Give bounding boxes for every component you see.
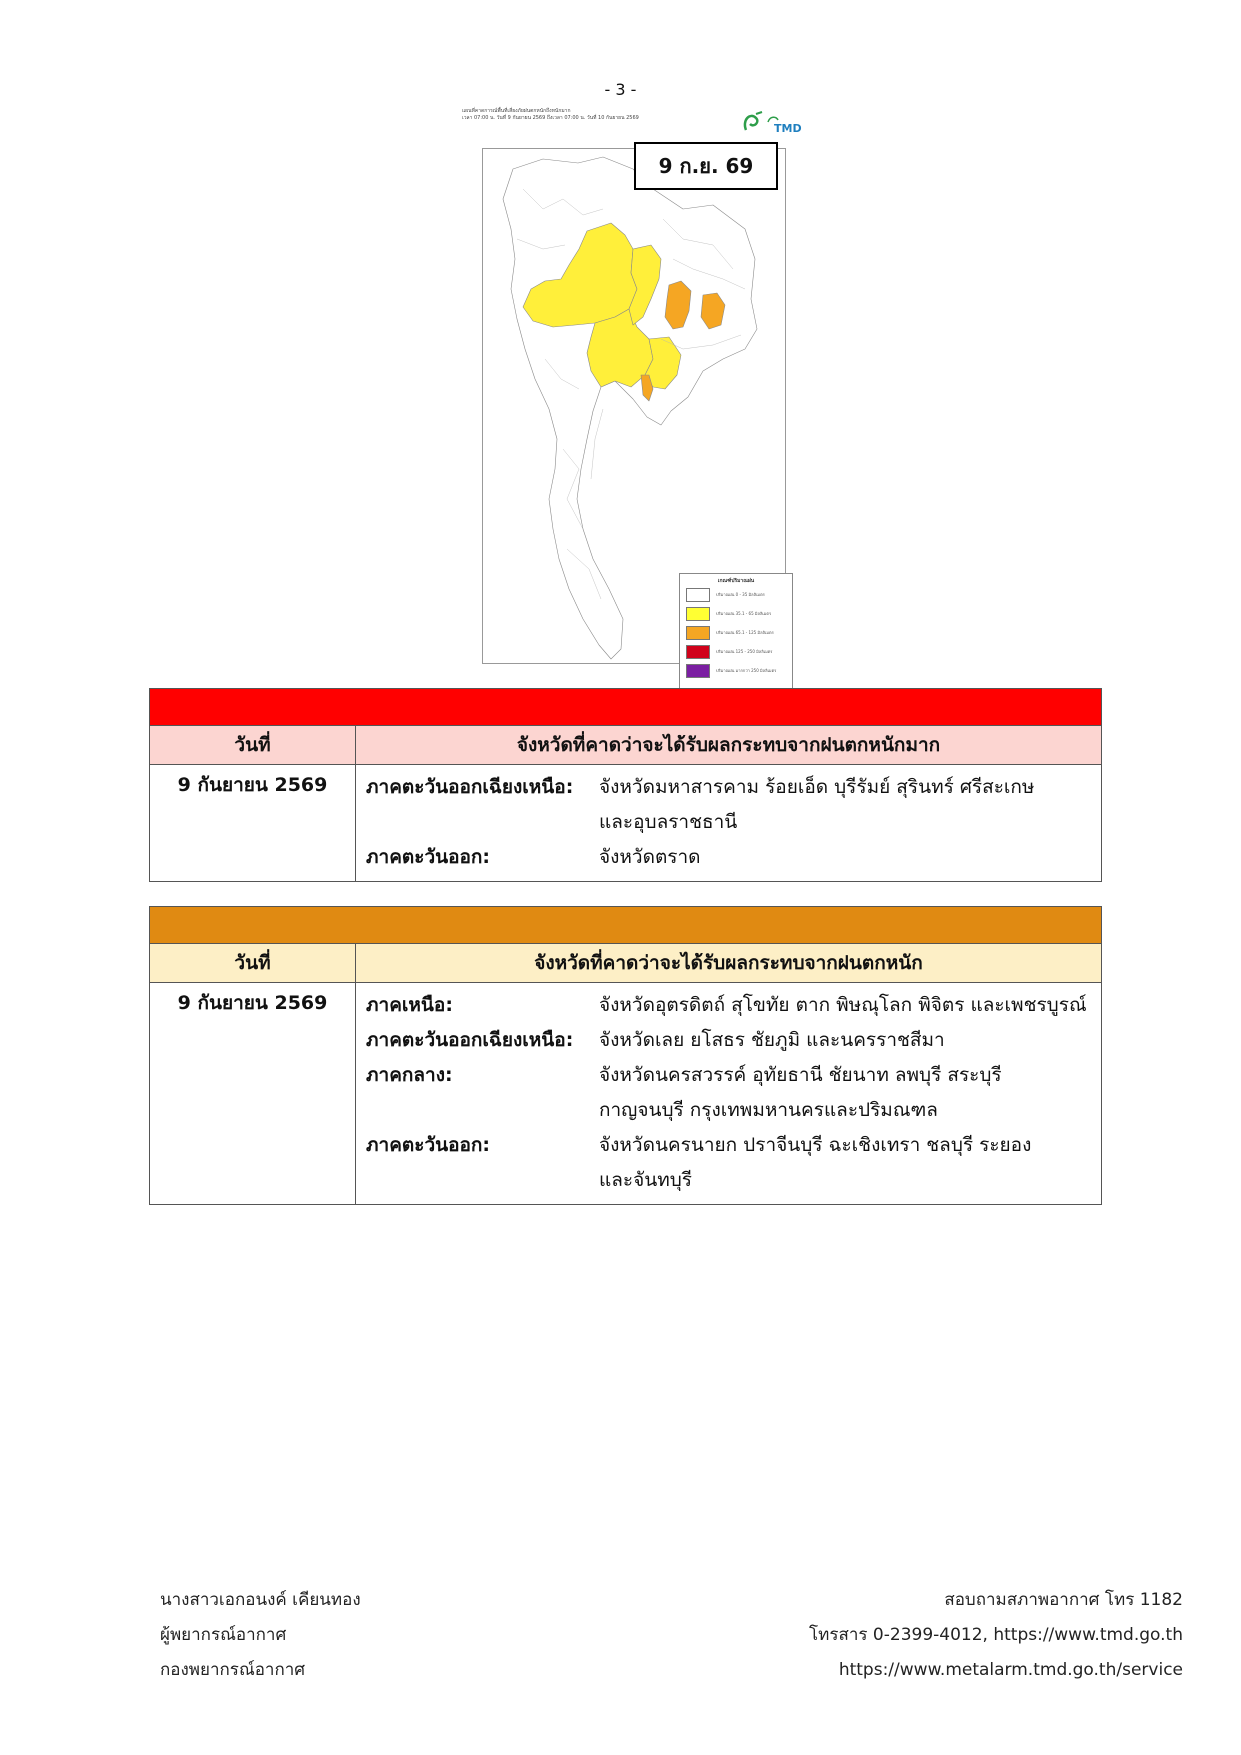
legend-label: ปริมาณฝน 0 - 35 มิลลิเมตร <box>716 592 765 597</box>
heavy-rain-table <box>149 906 1102 1205</box>
provinces-cell <box>356 983 1102 1205</box>
legend-item <box>680 585 792 604</box>
column-header-provinces: จังหวัดที่คาดว่าจะได้รับผลกระทบจากฝนตกหนักมาก <box>356 726 1102 765</box>
region-name: ภาคเหนือ: <box>366 994 453 1016</box>
provinces-line: จังหวัดมหาสารคาม ร้อยเอ็ด บุรีรัมย์ สุรินทร์ ศรีสะเกษ <box>599 776 1035 798</box>
forecaster-division: กองพยากรณ์อากาศ <box>160 1660 306 1680</box>
forecaster-title: ผู้พยากรณ์อากาศ <box>160 1625 287 1645</box>
legend-label: ปริมาณฝน มากกว่า 250 มิลลิเมตร <box>716 668 777 673</box>
very-heavy-rain-table <box>149 688 1102 882</box>
contact-service-link[interactable]: https://www.metalarm.tmd.go.th/service <box>838 1660 1183 1680</box>
table-header-row <box>150 726 1102 765</box>
provinces-cell <box>356 765 1102 882</box>
provinces-line: จังหวัดเลย ยโสธร ชัยภูมิ และนครราชสีมา <box>599 1029 945 1051</box>
region-row <box>356 988 1101 1023</box>
legend-swatch <box>686 664 710 678</box>
legend-item <box>680 642 792 661</box>
map-legend <box>679 573 793 697</box>
region-row <box>356 770 1101 840</box>
column-header-date: วันที่ <box>150 726 356 765</box>
region-provinces <box>599 1058 1101 1128</box>
map-header-title: แผนที่คาดการณ์พื้นที่เสี่ยงภัยฝนตกหนักถึงหนักมาก <box>462 108 571 114</box>
provinces-line: และอุบลราชธานี <box>599 811 738 833</box>
very-heavy-bar <box>150 689 1102 726</box>
date-cell: 9 กันยายน 2569 <box>150 765 356 882</box>
footer-forecaster <box>160 1583 361 1688</box>
region-name: ภาคตะวันออกเฉียงเหนือ: <box>366 776 574 798</box>
contact-fax-website: โทรสาร 0-2399-4012, https://www.tmd.go.th <box>809 1625 1183 1645</box>
region-provinces <box>599 840 1101 875</box>
page-number: - 3 - <box>604 80 637 99</box>
column-header-date: วันที่ <box>150 944 356 983</box>
provinces-line: จังหวัดตราด <box>599 846 701 868</box>
column-header-provinces: จังหวัดที่คาดว่าจะได้รับผลกระทบจากฝนตกหนัก <box>356 944 1102 983</box>
region-row <box>356 1058 1101 1128</box>
region-provinces <box>599 770 1101 840</box>
legend-item <box>680 623 792 642</box>
table-row <box>150 983 1102 1205</box>
map-header <box>462 108 722 122</box>
map-logo-text: TMD <box>774 122 802 135</box>
region-name: ภาคตะวันออก: <box>366 846 491 868</box>
forecaster-name: นางสาวเอกอนงค์ เคียนทอง <box>160 1590 361 1610</box>
table-header-row <box>150 944 1102 983</box>
provinces-line: จังหวัดอุตรดิตถ์ สุโขทัย ตาก พิษณุโลก พิจิตร และเพชรบูรณ์ <box>599 994 1087 1016</box>
region-row <box>356 1128 1101 1198</box>
provinces-line: กาญจนบุรี กรุงเทพมหานครและปริมณฑล <box>599 1099 938 1121</box>
map-frame <box>482 148 786 673</box>
legend-title: เกณฑ์ปริมาณฝน <box>717 578 755 584</box>
tmd-logo-icon <box>740 108 802 136</box>
region-provinces <box>599 1128 1101 1198</box>
legend-label: ปริมาณฝน 35.1 - 65 มิลลิเมตร <box>716 611 772 616</box>
region-name: ภาคกลาง: <box>366 1064 453 1086</box>
table-color-bar <box>150 689 1102 726</box>
legend-swatch <box>686 645 710 659</box>
region-name: ภาคตะวันออก: <box>366 1134 491 1156</box>
contact-phone: สอบถามสภาพอากาศ โทร 1182 <box>944 1590 1183 1610</box>
region-provinces <box>599 1023 1101 1058</box>
legend-item <box>680 604 792 623</box>
footer-contact <box>809 1583 1183 1688</box>
map-date-label: 9 ก.ย. 69 <box>634 142 778 190</box>
provinces-line: จังหวัดนครสวรรค์ อุทัยธานี ชัยนาท ลพบุรี สระบุรี <box>599 1064 1002 1086</box>
legend-swatch <box>686 588 710 602</box>
legend-label: ปริมาณฝน 125 - 250 มิลลิเมตร <box>716 649 773 654</box>
region-row <box>356 840 1101 875</box>
provinces-line: และจันทบุรี <box>599 1169 693 1191</box>
map-header-subtitle: เวลา 07:00 น. วันที่ 9 กันยายน 2569 ถึงเวลา 07:00 น. วันที่ 10 กันยายน 2569 <box>462 115 639 121</box>
table-row <box>150 765 1102 882</box>
legend-swatch <box>686 626 710 640</box>
legend-item <box>680 661 792 680</box>
legend-label: ปริมาณฝน 65.1 - 125 มิลลิเมตร <box>716 630 774 635</box>
rain-forecast-map <box>462 108 802 673</box>
region-provinces <box>599 988 1101 1023</box>
provinces-line: จังหวัดนครนายก ปราจีนบุรี ฉะเชิงเทรา ชลบุรี ระยอง <box>599 1134 1032 1156</box>
date-cell: 9 กันยายน 2569 <box>150 983 356 1205</box>
region-row <box>356 1023 1101 1058</box>
region-name: ภาคตะวันออกเฉียงเหนือ: <box>366 1029 574 1051</box>
legend-swatch <box>686 607 710 621</box>
heavy-bar <box>150 907 1102 944</box>
table-color-bar <box>150 907 1102 944</box>
